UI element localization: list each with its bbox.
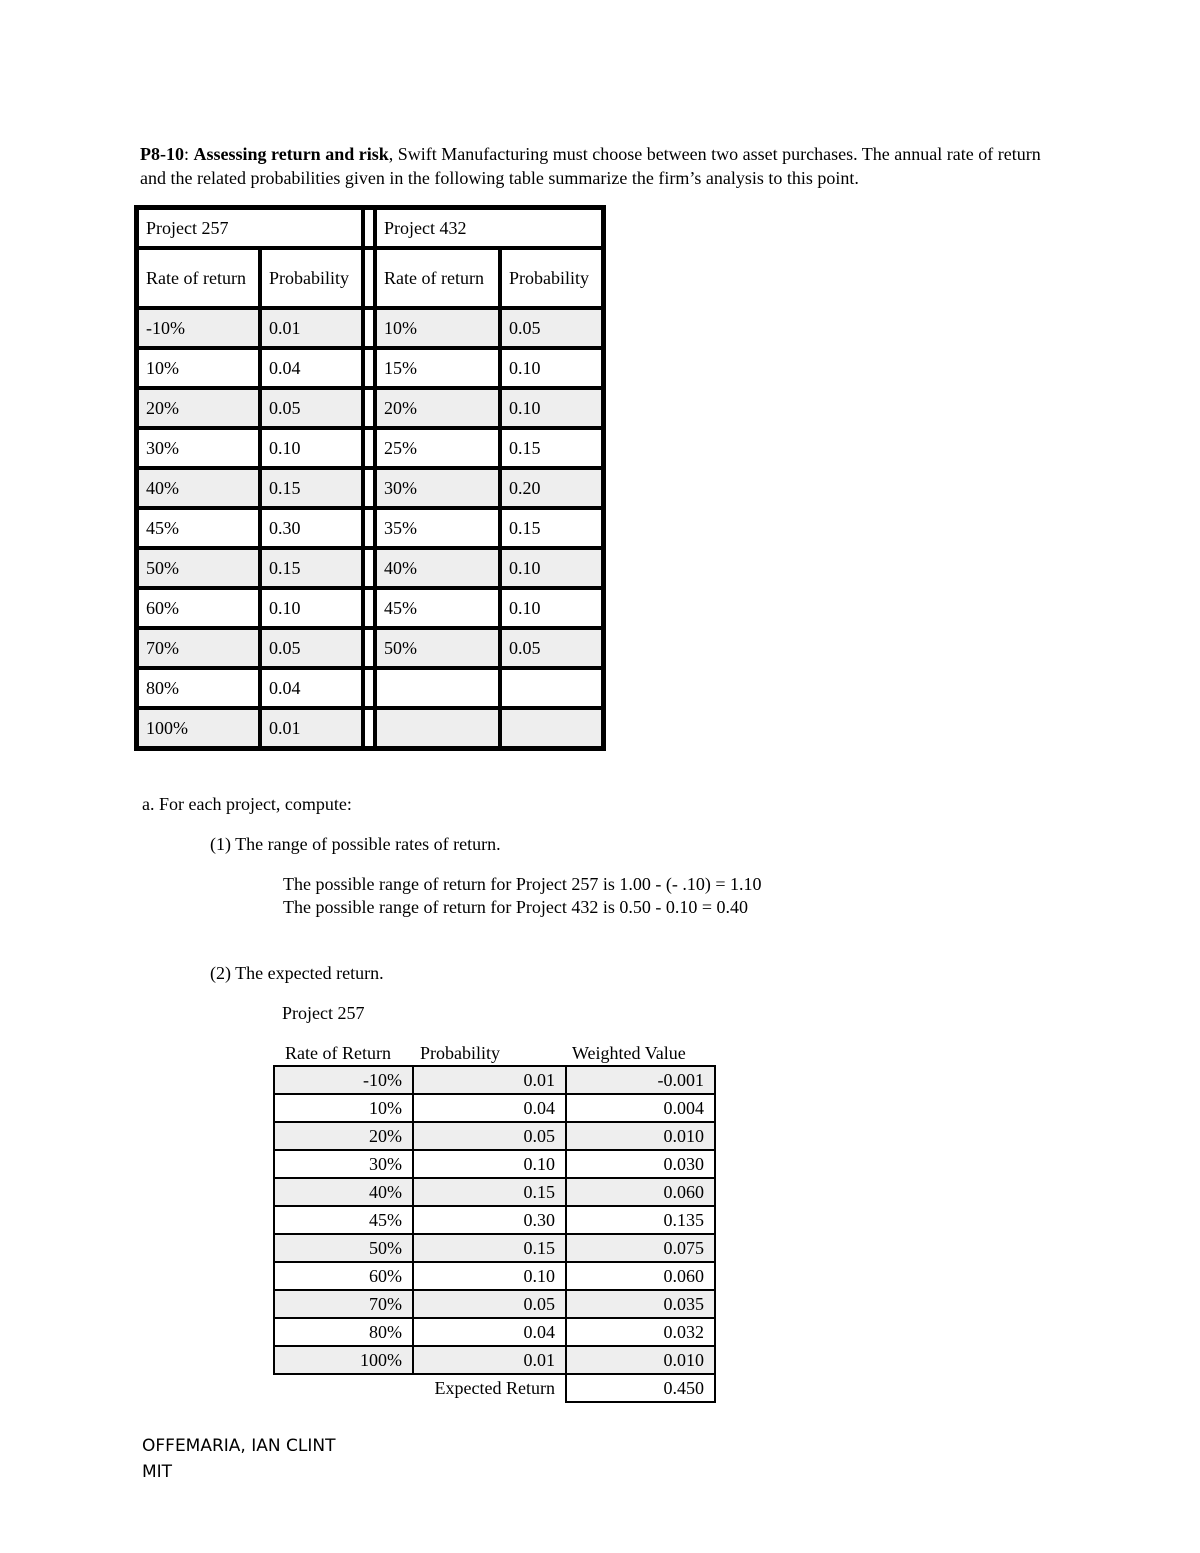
col-weighted-value: Weighted Value (572, 1043, 686, 1063)
rate-cell: 10% (274, 1094, 413, 1122)
rate-432-cell: 40% (375, 548, 500, 588)
table-row (274, 1178, 715, 1206)
author-name: OFFEMARIA, IAN CLINT (142, 1436, 336, 1456)
rate-432-cell: 35% (375, 508, 500, 548)
prob-432-cell: 0.10 (500, 548, 603, 588)
column-divider (363, 668, 375, 708)
table-row (274, 1262, 715, 1290)
weighted-cell: 0.032 (566, 1318, 715, 1346)
rate-257-cell: 60% (137, 588, 260, 628)
rate-257-cell: 50% (137, 548, 260, 588)
question-2: (2) The expected return. (210, 963, 384, 983)
prob-432-cell: 0.15 (500, 508, 603, 548)
rate-257-cell: 70% (137, 628, 260, 668)
prob-cell: 0.05 (413, 1290, 566, 1318)
prob-cell: 0.01 (413, 1346, 566, 1374)
rate-257-cell: -10% (137, 308, 260, 348)
weighted-cell: 0.035 (566, 1290, 715, 1318)
prob-432-cell: 0.10 (500, 348, 603, 388)
prob-cell: 0.01 (413, 1066, 566, 1094)
table-row (137, 388, 603, 428)
part-a-intro: a. For each project, compute: (142, 794, 352, 814)
answer-1-line-1: The possible range of return for Project 257 is 1.00 - (- .10) = 1.10 (283, 874, 762, 894)
rate-cell: 100% (274, 1346, 413, 1374)
problem-text: , Swift Manufacturing must choose between two asset purchases. The annual rate of return and the related probabilities given in the following table summarize the firm’s analysis to this point. (140, 144, 1041, 188)
expected-return-label: Expected Return (434, 1378, 555, 1398)
prob-432-cell: 0.20 (500, 468, 603, 508)
column-divider (363, 548, 375, 588)
prob-432-cell (500, 668, 603, 708)
rate-cell: 80% (274, 1318, 413, 1346)
column-divider (363, 468, 375, 508)
empty-cell (274, 1374, 413, 1402)
prob-cell: 0.05 (413, 1122, 566, 1150)
table-row (137, 428, 603, 468)
weighted-cell: 0.004 (566, 1094, 715, 1122)
table-row (137, 588, 603, 628)
rate-cell: 70% (274, 1290, 413, 1318)
prob-257-cell: 0.30 (260, 508, 363, 548)
prob-257-cell: 0.15 (260, 468, 363, 508)
rate-cell: 20% (274, 1122, 413, 1150)
prob-257-cell: 0.04 (260, 668, 363, 708)
rate-cell: 40% (274, 1178, 413, 1206)
prob-cell: 0.04 (413, 1094, 566, 1122)
table-row (274, 1094, 715, 1122)
col-prob-432: Probability (500, 248, 603, 308)
rate-257-cell: 40% (137, 468, 260, 508)
rate-cell: 30% (274, 1150, 413, 1178)
prob-cell: 0.15 (413, 1178, 566, 1206)
prob-257-cell: 0.01 (260, 708, 363, 748)
prob-257-cell: 0.04 (260, 348, 363, 388)
author-program: MIT (142, 1462, 173, 1482)
table-row (137, 468, 603, 508)
column-divider (363, 708, 375, 748)
prob-432-cell (500, 708, 603, 748)
weighted-cell: 0.030 (566, 1150, 715, 1178)
table-row (274, 1318, 715, 1346)
table-row (274, 1234, 715, 1262)
table-row (137, 668, 603, 708)
table-row (137, 548, 603, 588)
weighted-cell: -0.001 (566, 1066, 715, 1094)
prob-cell: 0.10 (413, 1150, 566, 1178)
rate-257-cell: 20% (137, 388, 260, 428)
rate-cell: -10% (274, 1066, 413, 1094)
table-row (274, 1346, 715, 1374)
rate-432-cell: 50% (375, 628, 500, 668)
project-257-header: Project 257 (137, 208, 363, 248)
table-row (274, 1290, 715, 1318)
rate-432-cell: 25% (375, 428, 500, 468)
column-divider (363, 428, 375, 468)
prob-cell: 0.15 (413, 1234, 566, 1262)
question-1: (1) The range of possible rates of return. (210, 834, 501, 854)
prob-257-cell: 0.01 (260, 308, 363, 348)
prob-257-cell: 0.10 (260, 428, 363, 468)
problem-statement: P8-10: Assessing return and risk, Swift Manufacturing must choose between two asset purchases. The annual rate of return and the related probabilities given in the following table summarize the firm’s analysis to this point. (140, 144, 1041, 188)
column-divider (363, 248, 375, 308)
rate-257-cell: 100% (137, 708, 260, 748)
column-divider (363, 508, 375, 548)
table-row (137, 628, 603, 668)
column-divider (363, 628, 375, 668)
rate-432-cell (375, 708, 500, 748)
weighted-cell: 0.075 (566, 1234, 715, 1262)
prob-432-cell: 0.10 (500, 588, 603, 628)
prob-cell: 0.30 (413, 1206, 566, 1234)
expected-return-table (273, 1065, 716, 1403)
column-divider (363, 588, 375, 628)
rate-432-cell: 45% (375, 588, 500, 628)
rate-432-cell (375, 668, 500, 708)
weighted-cell: 0.060 (566, 1262, 715, 1290)
prob-cell: 0.04 (413, 1318, 566, 1346)
table-row (274, 1066, 715, 1094)
rate-432-cell: 10% (375, 308, 500, 348)
table-row (137, 308, 603, 348)
rate-432-cell: 30% (375, 468, 500, 508)
expected-return-value: 0.450 (566, 1374, 715, 1402)
rate-432-cell: 20% (375, 388, 500, 428)
col-prob-257: Probability (260, 248, 363, 308)
table-row (137, 348, 603, 388)
prob-257-cell: 0.05 (260, 388, 363, 428)
column-divider (363, 388, 375, 428)
author-block (142, 1433, 335, 1485)
rate-cell: 60% (274, 1262, 413, 1290)
col-rate-257: Rate of return (137, 248, 260, 308)
prob-432-cell: 0.05 (500, 628, 603, 668)
prob-432-cell: 0.05 (500, 308, 603, 348)
column-divider (363, 308, 375, 348)
rate-257-cell: 45% (137, 508, 260, 548)
answer-1 (283, 873, 762, 919)
problem-number: P8-10 (140, 144, 184, 164)
project-432-header: Project 432 (375, 208, 603, 248)
table-row (137, 508, 603, 548)
column-divider (363, 208, 375, 248)
col-probability: Probability (420, 1043, 500, 1063)
weighted-cell: 0.010 (566, 1122, 715, 1150)
col-rate-of-return: Rate of Return (285, 1043, 391, 1063)
table-row (137, 708, 603, 748)
problem-title: Assessing return and risk (193, 144, 389, 164)
col-rate-432: Rate of return (375, 248, 500, 308)
prob-257-cell: 0.05 (260, 628, 363, 668)
project-label: Project 257 (282, 1003, 365, 1023)
prob-cell: 0.10 (413, 1262, 566, 1290)
rate-257-cell: 30% (137, 428, 260, 468)
prob-432-cell: 0.15 (500, 428, 603, 468)
rate-257-cell: 80% (137, 668, 260, 708)
weighted-cell: 0.135 (566, 1206, 715, 1234)
table-row (274, 1122, 715, 1150)
weighted-cell: 0.010 (566, 1346, 715, 1374)
projects-table (134, 205, 606, 751)
rate-257-cell: 10% (137, 348, 260, 388)
weighted-cell: 0.060 (566, 1178, 715, 1206)
expected-return-row (274, 1374, 715, 1402)
prob-257-cell: 0.15 (260, 548, 363, 588)
rate-cell: 50% (274, 1234, 413, 1262)
answer-1-line-2: The possible range of return for Project 432 is 0.50 - 0.10 = 0.40 (283, 897, 749, 917)
prob-432-cell: 0.10 (500, 388, 603, 428)
table-row (274, 1150, 715, 1178)
rate-432-cell: 15% (375, 348, 500, 388)
rate-cell: 45% (274, 1206, 413, 1234)
prob-257-cell: 0.10 (260, 588, 363, 628)
table-row (274, 1206, 715, 1234)
column-divider (363, 348, 375, 388)
